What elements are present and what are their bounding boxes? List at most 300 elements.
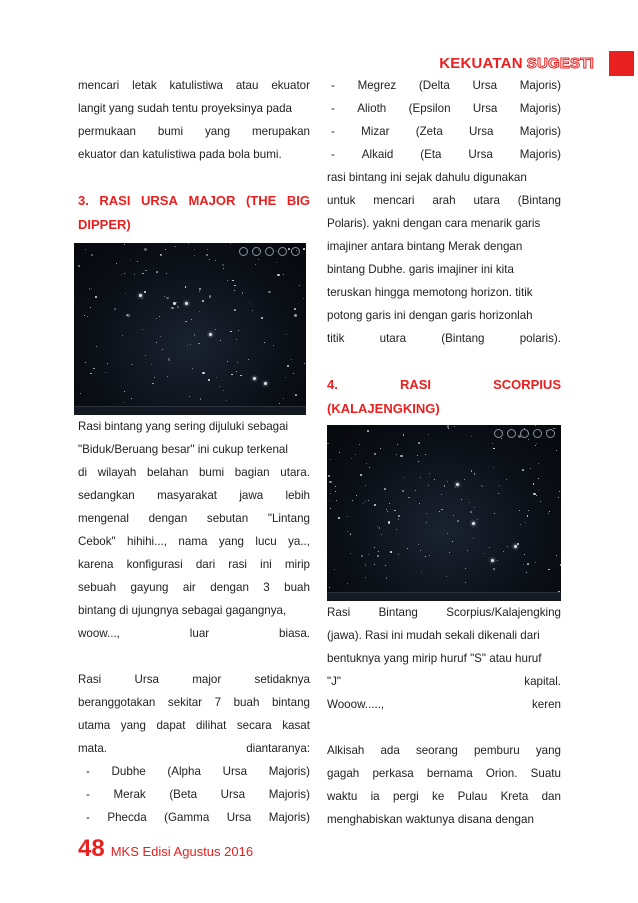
star-dot: [124, 391, 125, 392]
star-dot: [90, 373, 92, 375]
star-dot: [369, 467, 370, 468]
ursa-major-star-list: [327, 74, 561, 166]
word: lucu: [255, 535, 277, 548]
star-dot: [528, 510, 529, 511]
word: Polaris). yakni dengan cara menarik garis: [327, 217, 541, 230]
star-dot: [396, 454, 397, 455]
star-dot: [374, 547, 375, 548]
star-dot: [126, 314, 128, 316]
word: dilihat: [196, 719, 227, 732]
star-dot: [444, 485, 446, 487]
ursa-major-members: [78, 668, 310, 829]
star-dot: [240, 375, 242, 377]
word: secara: [236, 719, 272, 732]
star-dot: [441, 509, 443, 511]
word: Majoris): [268, 788, 310, 801]
star-dot: [202, 300, 204, 302]
word: Alkisah: [327, 744, 365, 757]
word: bumi: [157, 125, 184, 138]
star-dot: [365, 565, 366, 566]
star-dot: [222, 264, 224, 266]
star-dot: [548, 513, 549, 514]
word: Majoris): [519, 102, 561, 115]
word: bintang Dubhe. garis imajiner ini kita: [327, 263, 514, 276]
star-dot: [404, 477, 405, 478]
text-line: [327, 601, 561, 624]
word: Rasi: [78, 673, 102, 686]
word: kasat: [282, 719, 310, 732]
star-dot: [489, 547, 490, 548]
right-column: [327, 74, 561, 831]
star-dot: [493, 568, 495, 570]
text-line: [327, 120, 561, 143]
star-dot: [493, 467, 495, 469]
star-dot: [535, 425, 536, 426]
star-dot: [356, 495, 357, 496]
word: (jawa). Rasi ini mudah sekali dikenali dari: [327, 629, 540, 642]
word: wilayah: [97, 466, 137, 479]
text-line: [327, 739, 561, 762]
star-dot: [200, 398, 202, 400]
star-dot: [418, 544, 419, 545]
word: luar: [189, 627, 210, 640]
star-dot: [304, 363, 305, 364]
text-line: [78, 783, 310, 806]
word: arah: [432, 194, 456, 207]
text-line: [327, 189, 561, 212]
star-dot: [174, 246, 176, 248]
heading-ursa-major-line1: [78, 189, 310, 213]
star-dot: [535, 445, 536, 446]
star-dot: [457, 520, 459, 522]
star-dot: [426, 522, 427, 523]
star-dot: [374, 564, 375, 565]
star-dot: [220, 340, 221, 341]
star-dot: [293, 373, 294, 374]
star-dot: [90, 307, 91, 308]
heading-word: MAJOR: [188, 193, 236, 208]
star-dot: [144, 291, 146, 293]
page-number: 48: [78, 835, 105, 862]
star-dot: [361, 555, 363, 557]
word: letak: [132, 79, 157, 92]
word: -: [331, 125, 335, 138]
star-dot: [347, 583, 348, 584]
text-line: [78, 760, 310, 783]
word: (Bintang: [441, 332, 485, 345]
star-dot: [286, 334, 287, 335]
word: Majoris): [519, 79, 561, 92]
star-dot: [261, 317, 263, 319]
text-line: [327, 281, 561, 304]
star-dot: [329, 587, 330, 588]
star-dot: [426, 513, 427, 514]
title-word-sugesti: SUGESTI: [526, 55, 594, 72]
star-dot: [85, 362, 86, 363]
heading-word: SCORPIUS: [493, 377, 561, 392]
star-dot: [131, 364, 133, 366]
word: Ursa: [472, 102, 498, 115]
star-dot: [145, 355, 146, 356]
star-dot: [520, 524, 521, 525]
word: -: [86, 788, 90, 801]
star-dot: [255, 264, 256, 265]
star-dot: [294, 314, 296, 316]
word: (Alpha: [167, 765, 201, 778]
star-dot: [493, 448, 495, 450]
word: Scorpius/Kalajengking: [446, 606, 561, 619]
star-dot: [230, 331, 232, 333]
star-dot: [234, 309, 236, 311]
star-dot: [400, 455, 402, 457]
star-dot: [330, 508, 331, 509]
word: "Lintang: [267, 512, 310, 525]
word: Ursa: [468, 148, 493, 161]
star-dot: [378, 551, 380, 553]
star-dot: [556, 555, 557, 556]
toolbar-icon: [546, 429, 555, 438]
word: ya..,: [288, 535, 310, 548]
star-dot: [194, 334, 196, 336]
star-dot: [299, 285, 300, 286]
word: bagian: [234, 466, 270, 479]
word: Pulau: [457, 790, 488, 803]
text-line: [327, 762, 561, 785]
word: dan: [541, 790, 561, 803]
star-dot: [425, 556, 426, 557]
star-dot: [374, 504, 376, 506]
star-dot: [185, 286, 187, 288]
star-dot: [538, 490, 539, 491]
star-dot: [327, 443, 329, 445]
word: imajiner antara bintang Merak dengan: [327, 240, 523, 253]
star-dot: [227, 280, 228, 281]
word: mencari: [78, 79, 120, 92]
star-dot: [386, 577, 388, 579]
word: Megrez: [357, 79, 397, 92]
star-dot: [189, 396, 190, 397]
toolbar-icon: [239, 247, 248, 256]
text-line: [78, 806, 310, 829]
star-dot: [234, 285, 236, 287]
word: utara.: [280, 466, 310, 479]
star-dot: [144, 248, 146, 250]
word: dengan: [210, 581, 249, 594]
star-dot: [365, 577, 367, 579]
word: Kreta: [500, 790, 529, 803]
word: major: [192, 673, 222, 686]
word: Ursa: [220, 788, 246, 801]
magazine-section-title: [439, 55, 594, 72]
star-dot: [124, 244, 125, 245]
star-dot: [160, 254, 162, 256]
word: biasa.: [279, 627, 310, 640]
text-line: [78, 143, 310, 166]
text-line: [327, 97, 561, 120]
star-dot: [474, 507, 475, 508]
star-dot: [89, 288, 91, 290]
word: pergi: [392, 790, 419, 803]
star-dot: [449, 552, 450, 553]
word: yang: [204, 125, 231, 138]
star-dot: [365, 501, 366, 502]
word: Majoris): [519, 125, 561, 138]
word: Rasi: [327, 606, 351, 619]
star-dot: [441, 494, 442, 495]
star-dot: [194, 255, 195, 256]
text-line: [327, 647, 561, 670]
star-dot: [389, 503, 390, 504]
star-dot: [114, 308, 116, 310]
star-dot: [497, 560, 498, 561]
word: perkasa: [372, 767, 414, 780]
toolbar-icon: [265, 247, 274, 256]
orion-legend-paragraph: [327, 739, 561, 831]
star-dot: [199, 288, 201, 290]
heading-ursa-major-line2: DIPPER): [78, 217, 131, 232]
star-dot: [536, 495, 537, 496]
star-dot: [339, 452, 340, 453]
page-footer: [78, 835, 253, 863]
star-dot: [560, 564, 561, 566]
star-dot: [387, 511, 388, 512]
word: Ursa: [469, 125, 494, 138]
word: Dubhe: [111, 765, 146, 778]
word: bintang: [271, 696, 310, 709]
star-dot: [398, 519, 399, 520]
star-dot: [428, 485, 429, 486]
star-dot: [420, 550, 421, 551]
heading-word: BIG: [286, 193, 310, 208]
star-dot: [379, 527, 381, 529]
word: kapital.: [524, 675, 561, 688]
star-dot: [522, 469, 524, 471]
star-dot: [447, 425, 449, 427]
star-dot: [548, 569, 550, 571]
star-dot: [524, 554, 525, 555]
star-dot: [347, 516, 348, 517]
star-dot: [528, 439, 529, 440]
star-dot: [492, 443, 493, 444]
star-dot: [420, 477, 421, 478]
word: rasi bintang ini sejak dahulu digunakan: [327, 171, 527, 184]
star-dot: [338, 517, 340, 519]
star-dot: [166, 297, 168, 299]
star-dot: [192, 368, 193, 369]
star-dot: [507, 546, 508, 547]
word: titik: [327, 332, 345, 345]
star-dot: [121, 274, 122, 275]
text-line: [78, 484, 310, 507]
text-line: [78, 120, 310, 143]
star-dot: [377, 526, 378, 527]
scorpius-description: [327, 601, 561, 716]
star-dot: [234, 290, 235, 291]
heading-word: RASI: [399, 377, 431, 392]
star-dot: [434, 479, 435, 480]
star-dot: [208, 379, 210, 381]
text-line: [78, 507, 310, 530]
word: Suatu: [530, 767, 561, 780]
text-line: [327, 212, 561, 235]
word: keren: [531, 698, 561, 711]
word: ia: [370, 790, 380, 803]
word: Ursa: [472, 79, 498, 92]
star-dot: [283, 274, 285, 276]
star-dot: [465, 568, 467, 570]
star-dot: [273, 345, 274, 346]
star-dot: [91, 288, 93, 290]
word: gagah: [327, 767, 360, 780]
star-dot: [124, 402, 125, 403]
star-dot: [232, 280, 234, 282]
star-dot: [538, 463, 539, 464]
star-dot: [549, 511, 550, 512]
word: potong garis ini dengan garis horizonlah: [327, 309, 533, 322]
star-dot: [471, 470, 473, 472]
star-dot: [388, 521, 390, 523]
star-dot: [176, 302, 178, 304]
star-dot: [453, 515, 454, 516]
star-dot: [80, 393, 81, 394]
text-line: [78, 553, 310, 576]
star-dot: [160, 336, 161, 337]
star-dot: [374, 453, 376, 455]
edition-label: MKS Edisi Agustus 2016: [110, 844, 254, 859]
text-line: [327, 808, 561, 831]
bright-star: [491, 559, 494, 562]
toolbar-icon: [291, 247, 300, 256]
star-dot: [385, 565, 386, 566]
star-dot: [428, 434, 429, 435]
star-dot: [96, 346, 97, 347]
toolbar-icon: [278, 247, 287, 256]
star-dot: [363, 503, 364, 504]
scorpius-sky-image: [327, 425, 561, 601]
bright-star: [514, 545, 517, 548]
sky-status-bar: [327, 592, 561, 601]
star-dot: [447, 481, 449, 483]
ursa-major-description: [78, 415, 310, 645]
star-dot: [142, 298, 143, 299]
word: Ursa: [226, 811, 252, 824]
star-dot: [352, 500, 353, 501]
star-dot: [236, 339, 237, 340]
word: Majoris): [519, 148, 561, 161]
star-dot: [328, 475, 330, 477]
word: ada: [380, 744, 400, 757]
star-dot: [415, 490, 416, 491]
star-dot: [258, 259, 259, 260]
heading-scorpius: [327, 373, 561, 421]
star-dot: [503, 551, 504, 552]
star-dot: [498, 493, 499, 494]
word: 7: [214, 696, 222, 709]
star-dot: [397, 444, 398, 445]
word: -: [86, 811, 90, 824]
star-dot: [216, 377, 217, 378]
star-dot: [365, 485, 366, 486]
star-dot: [186, 321, 187, 322]
star-dot: [368, 500, 369, 501]
text-line: [78, 530, 310, 553]
star-dot: [303, 248, 305, 250]
word: sebuah: [78, 581, 117, 594]
star-dot: [396, 529, 397, 530]
star-dot: [429, 555, 430, 556]
star-dot: [421, 571, 422, 572]
star-dot: [199, 291, 200, 292]
toolbar-icon: [533, 429, 542, 438]
word: karena: [78, 558, 114, 571]
text-line: [78, 576, 310, 599]
toolbar-icon: [520, 429, 529, 438]
word: jawa: [239, 489, 264, 502]
word: "Biduk/Beruang besar" ini cukup terkenal: [78, 443, 288, 456]
word: 3: [263, 581, 270, 594]
star-dot: [448, 428, 449, 429]
text-line: [78, 74, 310, 97]
word: (Eta: [420, 148, 442, 161]
text-line: [327, 624, 561, 647]
star-dot: [125, 293, 126, 294]
star-dot: [499, 485, 501, 487]
text-line: [78, 622, 310, 645]
word: ekuator: [271, 79, 310, 92]
word: polaris).: [519, 332, 561, 345]
word: ekuator dan katulistiwa pada bola bumi.: [78, 148, 282, 161]
text-line: [327, 235, 561, 258]
star-dot: [474, 473, 476, 475]
star-dot: [335, 491, 336, 492]
star-dot: [535, 562, 536, 563]
word: waktu: [327, 790, 358, 803]
word: menghabiskan waktunya disana dengan: [327, 813, 534, 826]
star-dot: [238, 330, 239, 331]
word: langit yang sudah tentu proyeksinya pada: [78, 102, 292, 115]
text-line: [327, 670, 561, 693]
word: yang: [120, 719, 146, 732]
star-dot: [156, 342, 157, 343]
star-dot: [84, 315, 85, 316]
star-dot: [207, 249, 208, 250]
star-dot: [360, 474, 362, 476]
bright-star: [139, 294, 142, 297]
bright-star: [472, 522, 475, 525]
star-dot: [366, 463, 367, 464]
star-dot: [473, 538, 474, 539]
star-dot: [398, 515, 400, 517]
star-dot: [187, 345, 188, 346]
star-dot: [198, 343, 200, 345]
star-dot: [93, 368, 95, 370]
star-dot: [526, 572, 527, 573]
star-dot: [418, 461, 419, 462]
word: sedangkan: [78, 489, 135, 502]
text-line: [78, 599, 310, 622]
word: permukaan: [78, 125, 137, 138]
star-dot: [533, 483, 535, 485]
star-dot: [329, 481, 331, 483]
word: bintang di ujungnya sebagai gagangnya,: [78, 604, 287, 617]
toolbar-icon: [252, 247, 261, 256]
star-dot: [199, 311, 200, 312]
star-dot: [527, 563, 529, 565]
star-dot: [329, 500, 330, 501]
star-dot: [188, 243, 189, 244]
star-dot: [536, 443, 537, 444]
word: utara: [473, 194, 500, 207]
